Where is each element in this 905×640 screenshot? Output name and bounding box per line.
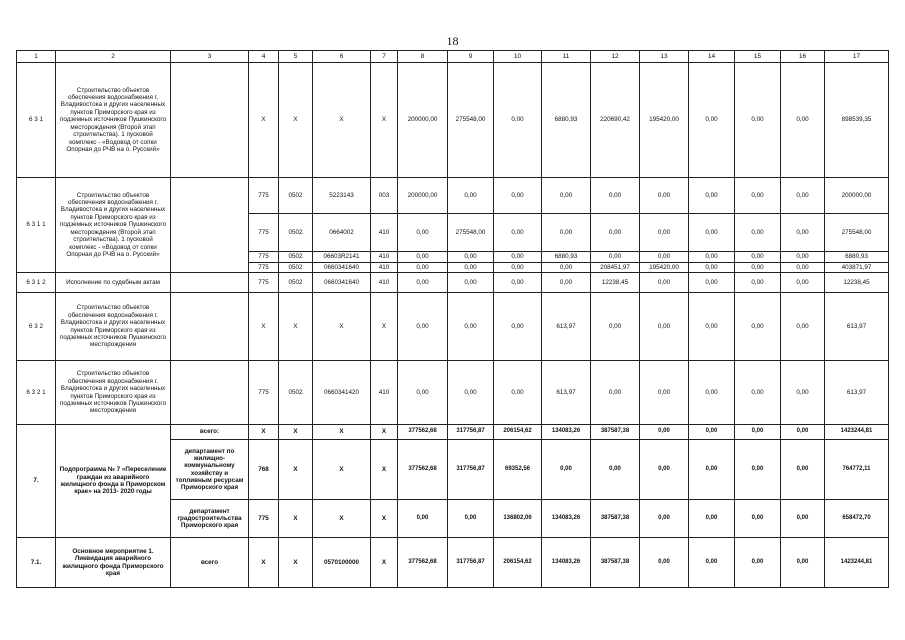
column-number-cell: 14 (689, 51, 735, 63)
column-number-cell: 7 (371, 51, 398, 63)
code-cell: 775 (249, 178, 279, 214)
value-cell: 208451,97 (591, 263, 640, 273)
code-cell: 0660341640 (313, 263, 371, 273)
item-number-cell: 6 3 2 1 (17, 361, 56, 425)
code-cell: 410 (371, 361, 398, 425)
value-cell: 136802,06 (494, 500, 542, 538)
value-cell: 6880,93 (542, 252, 591, 263)
code-cell: 0502 (279, 214, 313, 252)
code-cell: 410 (371, 263, 398, 273)
value-cell: 0,00 (689, 361, 735, 425)
department-cell (171, 63, 249, 178)
value-cell: 0,00 (735, 500, 781, 538)
value-cell: 0,00 (448, 361, 494, 425)
value-cell: 0,00 (448, 273, 494, 293)
value-cell: 69352,56 (494, 440, 542, 500)
value-cell: 0,00 (689, 273, 735, 293)
value-cell: 0,00 (398, 293, 448, 361)
item-number-cell: 6 3 1 1 (17, 178, 56, 273)
value-cell: 0,00 (398, 263, 448, 273)
code-cell: 775 (249, 263, 279, 273)
value-cell: 0,00 (542, 273, 591, 293)
column-number-cell: 9 (448, 51, 494, 63)
code-cell: X (371, 63, 398, 178)
item-number-cell: 7. (17, 425, 56, 538)
value-cell: 0,00 (398, 500, 448, 538)
item-number-cell: 6 3 2 (17, 293, 56, 361)
page-number: 18 (446, 34, 459, 48)
value-cell: 613,97 (542, 361, 591, 425)
value-cell: 0,00 (735, 440, 781, 500)
code-cell: X (371, 293, 398, 361)
value-cell: 0,00 (689, 293, 735, 361)
description-cell: Строительство объектов обеспечения водоснабжения г. Владивостока и других населенных пунктов Приморского края из подземных источников Пушкинского месторождения (Второй этап строительства). 1 пусковой комплекс - «Водовод от сопки Опорная до РЧВ на о. Русский» (56, 178, 171, 273)
value-cell: 0,00 (494, 273, 542, 293)
value-cell: 0,00 (781, 273, 825, 293)
value-cell: 206154,62 (494, 538, 542, 588)
department-cell (171, 361, 249, 425)
value-cell: 0,00 (448, 500, 494, 538)
value-cell: 0,00 (689, 440, 735, 500)
value-cell: 200000,00 (398, 178, 448, 214)
value-cell: 0,00 (689, 263, 735, 273)
value-cell: 377562,68 (398, 440, 448, 500)
value-cell: 12238,45 (825, 273, 889, 293)
value-cell: 0,00 (398, 361, 448, 425)
value-cell: 658472,70 (825, 500, 889, 538)
value-cell: 134083,26 (542, 425, 591, 440)
value-cell: 0,00 (781, 252, 825, 263)
code-cell: X (313, 500, 371, 538)
value-cell: 0,00 (591, 440, 640, 500)
value-cell: 195420,00 (640, 63, 689, 178)
value-cell: 0,00 (448, 178, 494, 214)
table-row (17, 273, 889, 293)
code-cell: 0502 (279, 178, 313, 214)
value-cell: 0,00 (735, 252, 781, 263)
code-cell: 775 (249, 214, 279, 252)
value-cell: 0,00 (781, 425, 825, 440)
value-cell: 0,00 (735, 63, 781, 178)
code-cell: 410 (371, 252, 398, 263)
value-cell: 613,97 (825, 361, 889, 425)
value-cell: 0,00 (448, 263, 494, 273)
value-cell: 0,00 (494, 293, 542, 361)
code-cell: X (313, 293, 371, 361)
value-cell: 0,00 (640, 538, 689, 588)
table-row (17, 425, 889, 440)
value-cell: 0,00 (494, 178, 542, 214)
value-cell: 0,00 (591, 214, 640, 252)
code-cell: X (279, 500, 313, 538)
code-cell: 410 (371, 214, 398, 252)
value-cell: 0,00 (542, 178, 591, 214)
code-cell: 0570100000 (313, 538, 371, 588)
value-cell: 6880,93 (825, 252, 889, 263)
code-cell: X (249, 293, 279, 361)
value-cell: 0,00 (781, 214, 825, 252)
code-cell: X (279, 293, 313, 361)
code-cell: X (371, 425, 398, 440)
value-cell: 898539,35 (825, 63, 889, 178)
table-row (17, 293, 889, 361)
value-cell: 1423244,81 (825, 425, 889, 440)
value-cell: 0,00 (735, 425, 781, 440)
column-number-cell: 5 (279, 51, 313, 63)
value-cell: 0,00 (640, 214, 689, 252)
value-cell: 0,00 (591, 293, 640, 361)
value-cell: 134083,26 (542, 538, 591, 588)
value-cell: 0,00 (781, 293, 825, 361)
value-cell: 0,00 (640, 252, 689, 263)
code-cell: X (313, 440, 371, 500)
value-cell: 0,00 (689, 500, 735, 538)
code-cell: 5223143 (313, 178, 371, 214)
value-cell: 0,00 (689, 63, 735, 178)
value-cell: 0,00 (689, 538, 735, 588)
value-cell: 387587,38 (591, 425, 640, 440)
value-cell: 0,00 (542, 440, 591, 500)
value-cell: 0,00 (781, 63, 825, 178)
description-cell: Строительство объектов обеспечения водоснабжения г. Владивостока и других населенных пунктов Приморского края из подземных источников Пушкинского месторождения (Второй этап строительства). 1 пусковой комплекс - «Водовод от сопки Опорная до РЧВ на о. Русский» (56, 63, 171, 178)
value-cell: 764772,11 (825, 440, 889, 500)
value-cell: 613,97 (825, 293, 889, 361)
value-cell: 0,00 (448, 293, 494, 361)
column-number-cell: 11 (542, 51, 591, 63)
value-cell: 0,00 (448, 252, 494, 263)
value-cell: 195420,00 (640, 263, 689, 273)
item-number-cell: 6 3 1 2 (17, 273, 56, 293)
code-cell: 0502 (279, 252, 313, 263)
value-cell: 6880,93 (542, 63, 591, 178)
value-cell: 275548,00 (825, 214, 889, 252)
table-row (17, 63, 889, 178)
value-cell: 0,00 (781, 361, 825, 425)
value-cell: 0,00 (591, 361, 640, 425)
value-cell: 403871,97 (825, 263, 889, 273)
value-cell: 0,00 (494, 361, 542, 425)
department-cell: департамент градостроительства Приморского края (171, 500, 249, 538)
value-cell: 0,00 (640, 500, 689, 538)
value-cell: 0,00 (640, 425, 689, 440)
code-cell: X (371, 500, 398, 538)
value-cell: 0,00 (494, 252, 542, 263)
column-number-cell: 10 (494, 51, 542, 63)
description-cell: Строительство объектов обеспечения водоснабжения г. Владивостока и других населенных пунктов Приморского края из подземных источников Пушкинского месторождения (56, 361, 171, 425)
department-cell (171, 273, 249, 293)
value-cell: 0,00 (781, 440, 825, 500)
value-cell: 0,00 (398, 214, 448, 252)
value-cell: 0,00 (640, 178, 689, 214)
value-cell: 206154,62 (494, 425, 542, 440)
table-row (17, 538, 889, 588)
code-cell: 0664002 (313, 214, 371, 252)
code-cell: 0502 (279, 263, 313, 273)
column-number-cell: 17 (825, 51, 889, 63)
code-cell: X (313, 425, 371, 440)
value-cell: 0,00 (735, 538, 781, 588)
value-cell: 0,00 (398, 252, 448, 263)
code-cell: X (249, 425, 279, 440)
value-cell: 0,00 (735, 263, 781, 273)
code-cell: X (279, 63, 313, 178)
value-cell: 0,00 (542, 214, 591, 252)
value-cell: 0,00 (689, 425, 735, 440)
item-number-cell: 6 3 1 (17, 63, 56, 178)
column-number-cell: 3 (171, 51, 249, 63)
column-number-cell: 2 (56, 51, 171, 63)
column-number-cell: 16 (781, 51, 825, 63)
value-cell: 0,00 (735, 293, 781, 361)
department-cell: всего: (171, 425, 249, 440)
value-cell: 317756,87 (448, 440, 494, 500)
description-cell: Основное мероприятие 1. Ликвидация аварийного жилищного фонда Приморского края (56, 538, 171, 588)
table-row (17, 361, 889, 425)
code-cell: X (279, 425, 313, 440)
value-cell: 1423244,81 (825, 538, 889, 588)
value-cell: 317756,87 (448, 538, 494, 588)
value-cell: 0,00 (494, 63, 542, 178)
value-cell: 0,00 (494, 214, 542, 252)
column-number-cell: 4 (249, 51, 279, 63)
value-cell: 387587,38 (591, 538, 640, 588)
code-cell: X (313, 63, 371, 178)
value-cell: 0,00 (640, 273, 689, 293)
value-cell: 0,00 (735, 361, 781, 425)
value-cell: 0,00 (735, 273, 781, 293)
code-cell: 775 (249, 500, 279, 538)
table-row (17, 178, 889, 214)
item-number-cell: 7.1. (17, 538, 56, 588)
value-cell: 0,00 (735, 178, 781, 214)
code-cell: 410 (371, 273, 398, 293)
code-cell: 775 (249, 252, 279, 263)
value-cell: 0,00 (735, 214, 781, 252)
department-cell: всего (171, 538, 249, 588)
value-cell: 0,00 (640, 440, 689, 500)
value-cell: 275548,00 (448, 63, 494, 178)
code-cell: 768 (249, 440, 279, 500)
code-cell: X (249, 538, 279, 588)
column-number-cell: 8 (398, 51, 448, 63)
value-cell: 0,00 (689, 252, 735, 263)
value-cell: 0,00 (781, 538, 825, 588)
value-cell: 220690,42 (591, 63, 640, 178)
value-cell: 377562,68 (398, 425, 448, 440)
value-cell: 317756,87 (448, 425, 494, 440)
column-number-cell: 12 (591, 51, 640, 63)
value-cell: 275548,00 (448, 214, 494, 252)
description-cell: Строительство объектов обеспечения водоснабжения г. Владивостока и других населенных пунктов Приморского края из подземных источников Пушкинского месторождения (56, 293, 171, 361)
value-cell: 0,00 (689, 178, 735, 214)
value-cell: 0,00 (781, 178, 825, 214)
value-cell: 0,00 (640, 293, 689, 361)
value-cell: 0,00 (781, 263, 825, 273)
value-cell: 0,00 (591, 178, 640, 214)
budget-table (16, 50, 889, 588)
value-cell: 377562,68 (398, 538, 448, 588)
department-cell (171, 293, 249, 361)
value-cell: 0,00 (494, 263, 542, 273)
value-cell: 0,00 (640, 361, 689, 425)
value-cell: 134083,26 (542, 500, 591, 538)
value-cell: 0,00 (591, 252, 640, 263)
column-number-row (17, 51, 889, 63)
department-cell: департамент по жилищно-коммунальному хозяйству и топливным ресурсам Приморского края (171, 440, 249, 500)
column-number-cell: 6 (313, 51, 371, 63)
code-cell: 0502 (279, 361, 313, 425)
column-number-cell: 1 (17, 51, 56, 63)
value-cell: 12238,45 (591, 273, 640, 293)
code-cell: 0502 (279, 273, 313, 293)
value-cell: 200000,00 (398, 63, 448, 178)
value-cell: 0,00 (398, 273, 448, 293)
code-cell: X (371, 538, 398, 588)
value-cell: 387587,38 (591, 500, 640, 538)
value-cell: 613,97 (542, 293, 591, 361)
code-cell: 775 (249, 361, 279, 425)
description-cell: Подпрограмма № 7 «Переселение граждан из аварийного жилищного фонда в Приморском крае» на 2013- 2020 годы (56, 425, 171, 538)
value-cell: 0,00 (542, 263, 591, 273)
value-cell: 0,00 (781, 500, 825, 538)
value-cell: 200000,00 (825, 178, 889, 214)
code-cell: 06603R2141 (313, 252, 371, 263)
description-cell: Исполнение по судебным актам (56, 273, 171, 293)
code-cell: X (279, 538, 313, 588)
code-cell: 775 (249, 273, 279, 293)
code-cell: 0660341640 (313, 273, 371, 293)
code-cell: X (371, 440, 398, 500)
column-number-cell: 13 (640, 51, 689, 63)
department-cell (171, 178, 249, 273)
column-number-cell: 15 (735, 51, 781, 63)
code-cell: X (249, 63, 279, 178)
code-cell: X (279, 440, 313, 500)
value-cell: 0,00 (689, 214, 735, 252)
code-cell: 0660341420 (313, 361, 371, 425)
code-cell: 003 (371, 178, 398, 214)
